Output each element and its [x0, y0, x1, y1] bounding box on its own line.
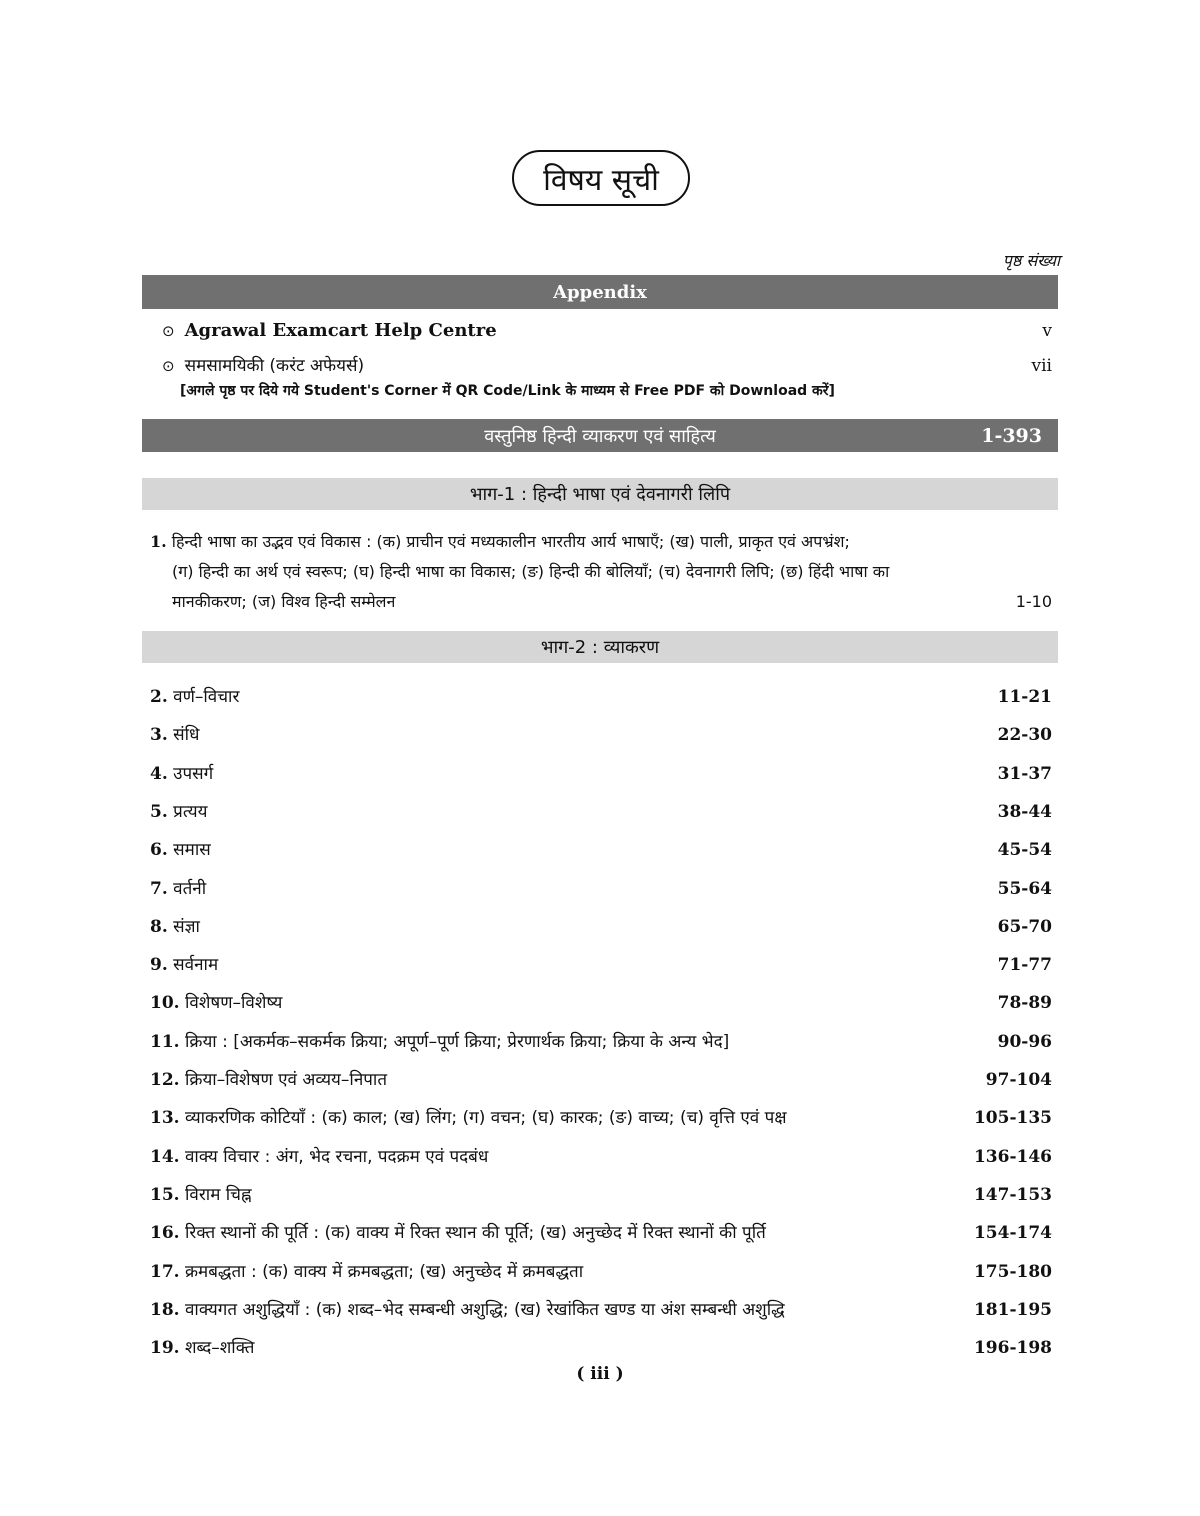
chapter-number: 15.	[150, 1184, 180, 1205]
chapter-number: 8.	[150, 916, 168, 937]
chapter-line: (ग) हिन्दी का अर्थ एवं स्वरूप; (घ) हिन्दी भाषा का विकास; (ङ) हिन्दी की बोलियाँ; (च) देवनागरी लिपि; (छ) हिंदी भाषा का	[172, 562, 890, 581]
chapter-title: उपसर्ग	[173, 763, 214, 784]
bullet-icon: ⊙	[162, 357, 175, 375]
chapter-line: हिन्दी भाषा का उद्भव एवं विकास : (क) प्राचीन एवं मध्यकालीन भारतीय आर्य भाषाएँ; (ख) पाली, प्राकृत एवं अपभ्रंश;	[171, 532, 850, 551]
chapter-row	[150, 837, 1052, 860]
part1-title: भाग-1 : हिन्दी भाषा एवं देवनागरी लिपि	[469, 484, 731, 505]
page-number-column-label: पृष्ठ संख्या	[1002, 251, 1060, 270]
chapter-title: संधि	[173, 725, 200, 746]
chapter-pages: 154-174	[973, 1223, 1052, 1244]
chapter-number: 7.	[150, 878, 168, 899]
chapter-title: वर्ण–विचार	[173, 687, 240, 707]
chapter-number: 1.	[150, 532, 167, 551]
chapter-row	[150, 914, 1052, 937]
chapter-title: रिक्त स्थानों की पूर्ति : (क) वाक्य में रिक्त स्थान की पूर्ति; (ख) अनुच्छेद में रिक्त स्थानों की पूर्ति	[184, 1223, 766, 1244]
chapter-pages: 45-54	[997, 840, 1052, 861]
chapter-number: 3.	[150, 725, 168, 746]
chapter-pages: 105-135	[973, 1108, 1052, 1129]
chapter-title: सर्वनाम	[173, 955, 219, 976]
chapter-number: 12.	[150, 1070, 180, 1090]
chapter-number: 4.	[150, 763, 168, 784]
appendix-item-page: v	[1042, 321, 1052, 341]
chapter-number: 5.	[150, 801, 168, 822]
chapter-pages: 78-89	[997, 993, 1052, 1014]
chapter-row	[150, 799, 1052, 822]
chapter-number: 2.	[150, 687, 168, 707]
main-section-pages: 1-393	[981, 424, 1042, 447]
chapter-number: 19.	[150, 1338, 180, 1359]
chapter-pages: 181-195	[973, 1299, 1052, 1320]
chapter-pages: 65-70	[997, 916, 1052, 937]
chapter-pages: 147-153	[973, 1184, 1052, 1205]
chapter-pages: 136-146	[973, 1146, 1052, 1167]
appendix-note: [अगले पृष्ठ पर दिये गये Student's Corner में QR Code/Link के माध्यम से Free PDF को Download करें]	[180, 383, 835, 399]
chapter-number: 9.	[150, 955, 168, 976]
chapter-number: 17.	[150, 1261, 180, 1282]
chapter-pages: 31-37	[997, 763, 1052, 784]
chapter-pages: 38-44	[997, 801, 1052, 822]
chapter-pages: 97-104	[985, 1070, 1052, 1090]
chapter-line: मानकीकरण; (ज) विश्व हिन्दी सम्मेलन	[172, 592, 396, 611]
page-title	[512, 150, 690, 206]
chapter-title: विराम चिह्न	[184, 1184, 252, 1205]
chapter-number: 10.	[150, 993, 180, 1014]
chapter-pages: 90-96	[997, 1031, 1052, 1052]
chapter-number: 18.	[150, 1299, 180, 1320]
chapter-row	[150, 1105, 1052, 1128]
chapter-pages: 1-10	[1015, 592, 1052, 611]
chapter-title: क्रिया : [अकर्मक–सकर्मक क्रिया; अपूर्ण–पूर्ण क्रिया; प्रेरणार्थक क्रिया; क्रिया के अन्य भेद]	[184, 1031, 730, 1052]
chapter-row	[150, 876, 1052, 899]
chapter-row	[150, 1182, 1052, 1205]
main-section-title: वस्तुनिष्ठ हिन्दी व्याकरण एवं साहित्य	[484, 425, 716, 447]
chapter-title: प्रत्यय	[173, 801, 208, 822]
page-footer: ( iii )	[576, 1364, 624, 1384]
chapter-title: विशेषण–विशेष्य	[184, 993, 283, 1014]
chapter-row	[150, 684, 1052, 707]
chapter-title: व्याकरणिक कोटियाँ : (क) काल; (ख) लिंग; (ग) वचन; (घ) कारक; (ङ) वाच्य; (च) वृत्ति एवं पक्ष	[184, 1108, 787, 1129]
chapter-row	[150, 1297, 1052, 1320]
chapter-pages: 11-21	[997, 687, 1052, 707]
chapter-number: 13.	[150, 1108, 180, 1129]
appendix-header-label: Appendix	[553, 281, 647, 303]
chapter-number: 6.	[150, 840, 168, 861]
page-title-text: विषय सूची	[543, 162, 659, 198]
chapter-row	[150, 990, 1052, 1013]
chapter-title: क्रमबद्धता : (क) वाक्य में क्रमबद्धता; (ख) अनुच्छेद में क्रमबद्धता	[184, 1261, 584, 1282]
appendix-item	[162, 353, 1052, 376]
chapter-pages: 71-77	[997, 955, 1052, 976]
chapter-pages: 22-30	[997, 725, 1052, 746]
chapter-pages: 175-180	[973, 1261, 1052, 1282]
part1-header	[142, 478, 1058, 510]
chapter-number: 11.	[150, 1031, 180, 1052]
chapter-title: शब्द–शक्ति	[184, 1338, 255, 1359]
chapter-number: 16.	[150, 1223, 180, 1244]
appendix-item-page: vii	[1031, 356, 1052, 376]
chapter-title: क्रिया–विशेषण एवं अव्यय–निपात	[184, 1070, 388, 1090]
chapter-row	[150, 1335, 1052, 1358]
part2-header	[142, 631, 1058, 663]
chapter-pages: 55-64	[997, 878, 1052, 899]
appendix-item	[162, 320, 1052, 341]
main-section-header	[142, 419, 1058, 452]
chapter-pages: 196-198	[973, 1338, 1052, 1359]
chapter-row	[150, 761, 1052, 784]
chapter-row	[150, 1144, 1052, 1167]
chapter-title: वर्तनी	[173, 878, 207, 899]
chapter-title: वाक्य विचार : अंग, भेद रचना, पदक्रम एवं पदबंध	[184, 1146, 489, 1167]
chapter-row	[150, 1220, 1052, 1243]
chapter-title: संज्ञा	[173, 916, 200, 937]
chapter-row	[150, 1259, 1052, 1282]
chapter-number: 14.	[150, 1146, 180, 1167]
chapter-row	[150, 1067, 1052, 1090]
chapter-row	[150, 952, 1052, 975]
appendix-header	[142, 275, 1058, 309]
chapter-1-entry	[150, 527, 1052, 617]
part2-title: भाग-2 : व्याकरण	[540, 637, 660, 658]
appendix-item-label: Agrawal Examcart Help Centre	[184, 320, 497, 341]
bullet-icon: ⊙	[162, 322, 175, 340]
chapter-title: समास	[173, 840, 211, 861]
chapter-row	[150, 1029, 1052, 1052]
chapter-title: वाक्यगत अशुद्धियाँ : (क) शब्द–भेद सम्बन्धी अशुद्धि; (ख) रेखांकित खण्ड या अंश सम्बन्धी अशुद्धि	[184, 1299, 785, 1320]
appendix-item-label: समसामयिकी (करंट अफेयर्स)	[184, 356, 365, 376]
chapter-row	[150, 722, 1052, 745]
